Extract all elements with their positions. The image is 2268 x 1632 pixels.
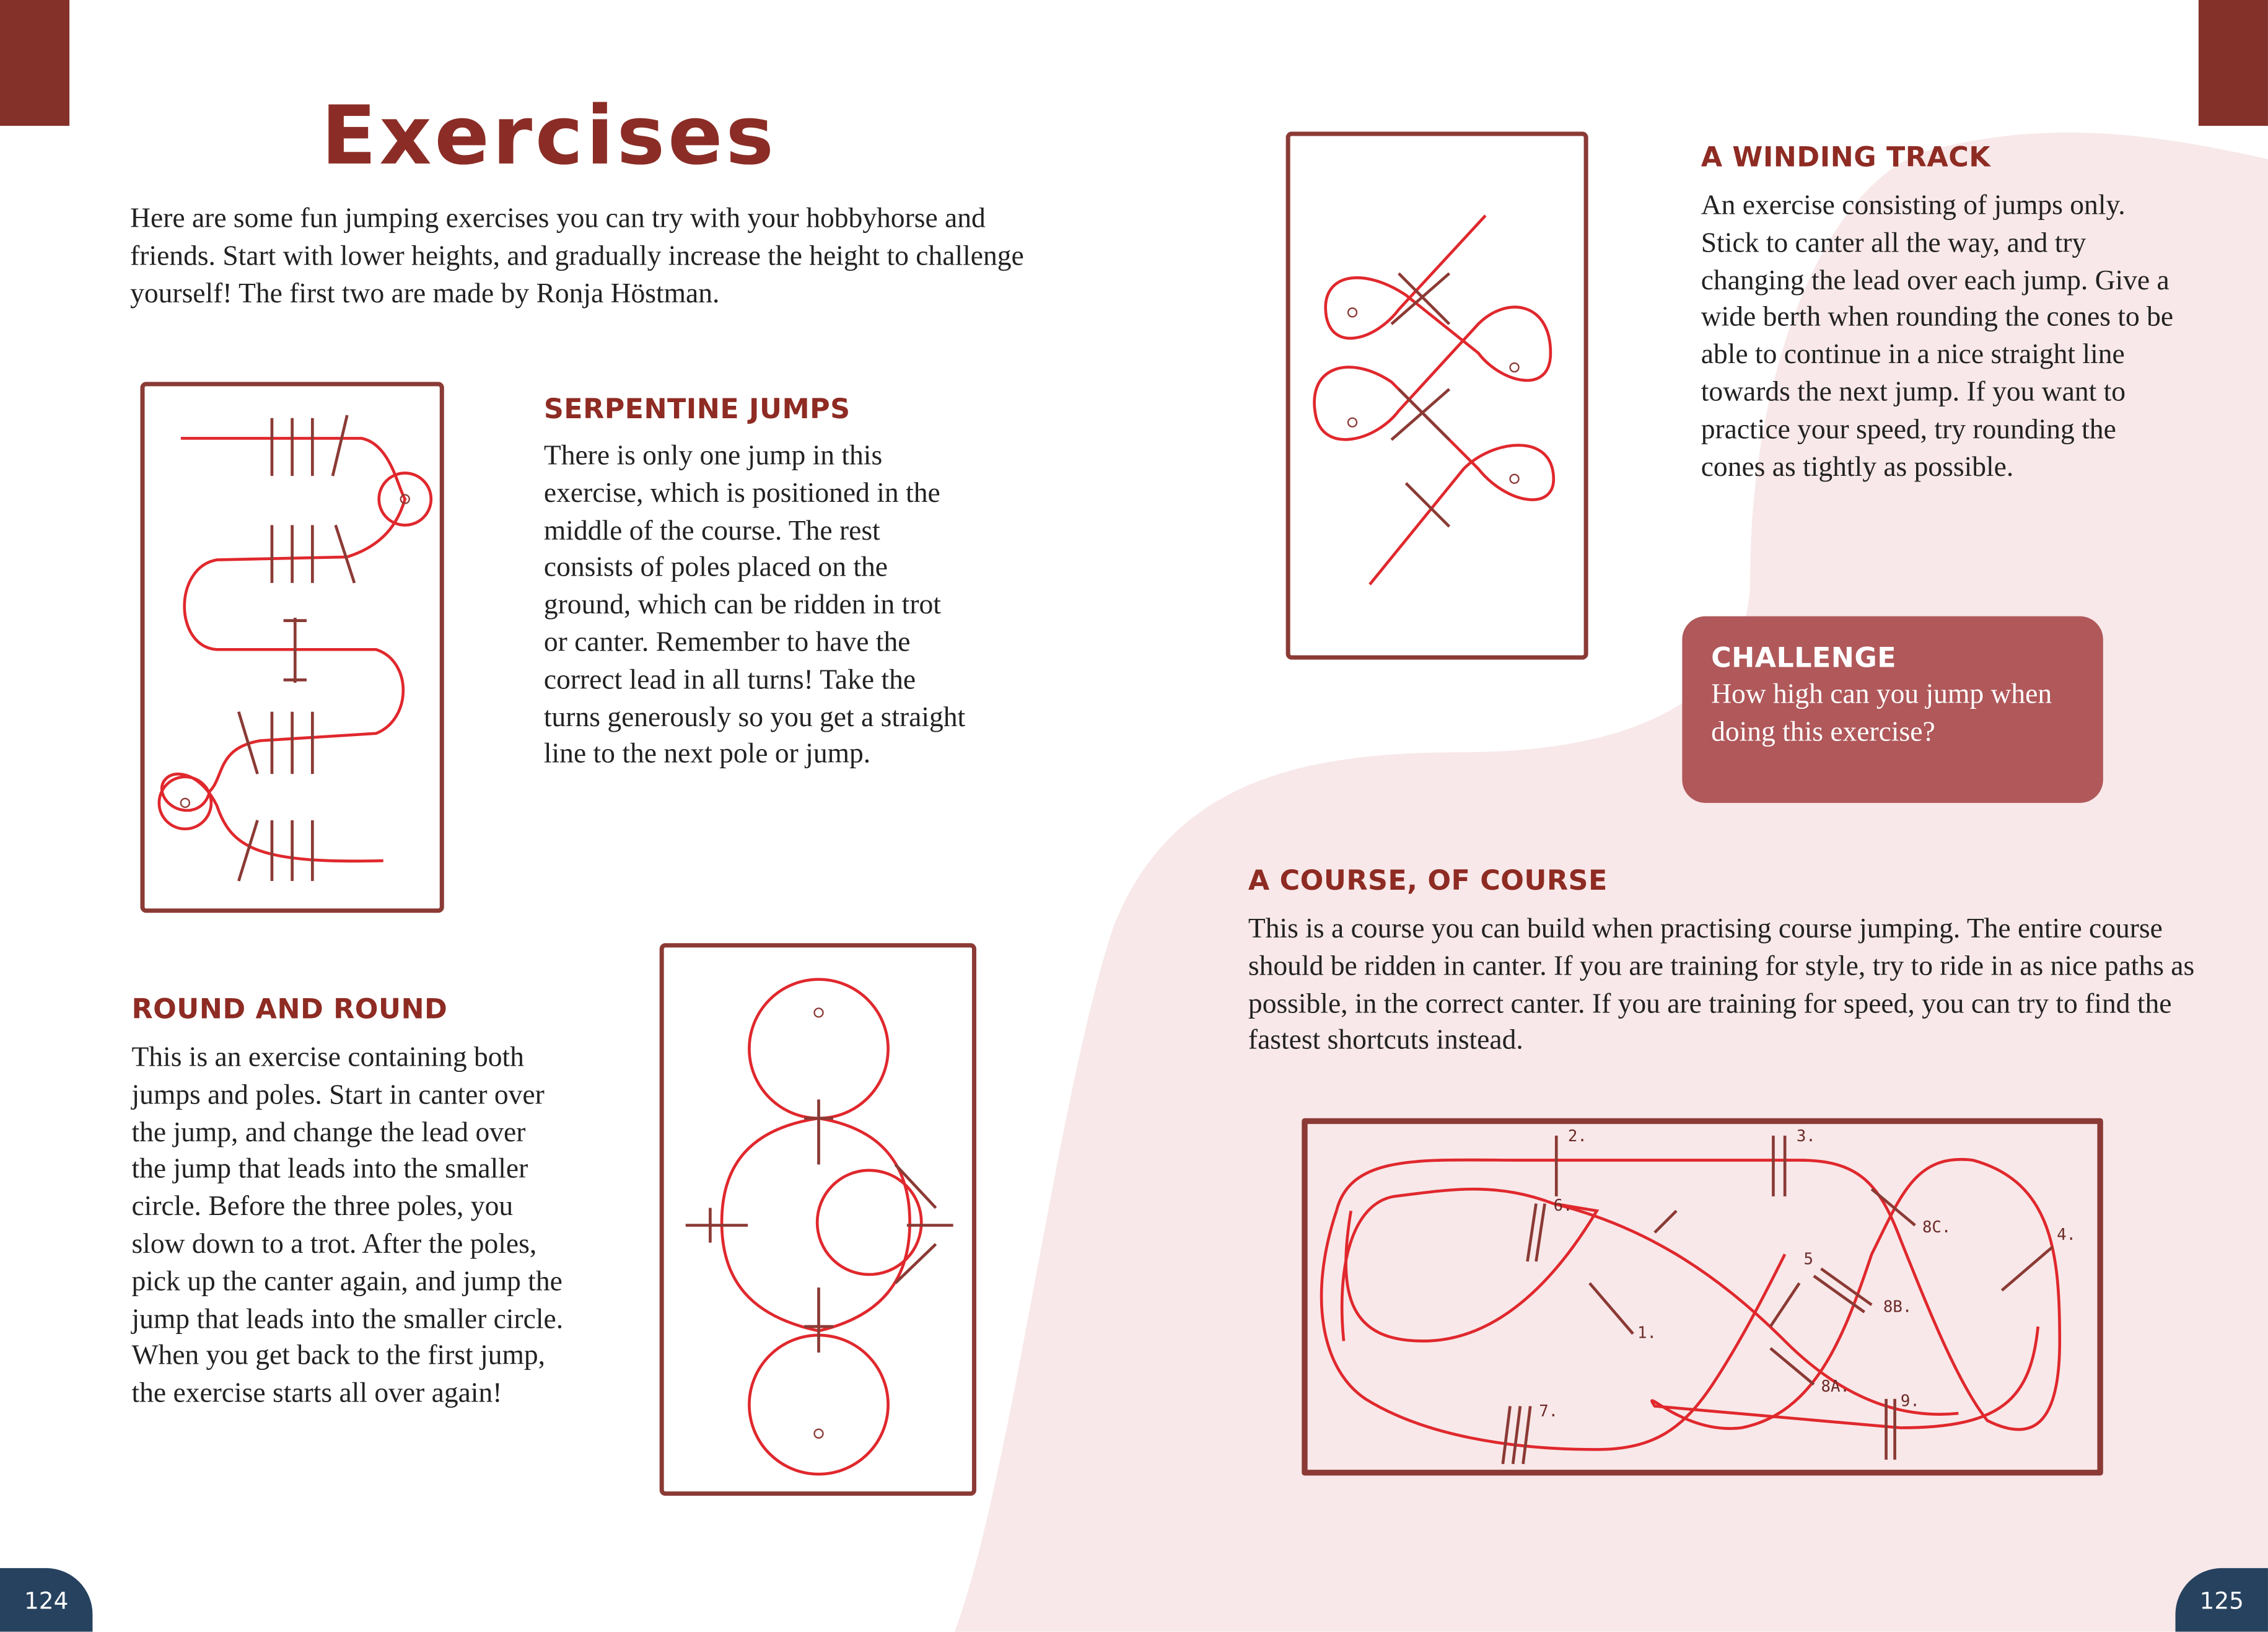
page-number-left: 124 bbox=[0, 1568, 92, 1632]
course-label-7: 7. bbox=[1539, 1402, 1559, 1421]
winding-track bbox=[1290, 136, 1584, 655]
challenge-text: How high can you jump when doing this exercise? bbox=[1711, 680, 2052, 748]
corner-tab-left bbox=[0, 0, 69, 126]
round-track bbox=[664, 947, 972, 1491]
winding-diagram bbox=[1286, 131, 1588, 659]
challenge-box bbox=[1682, 616, 2103, 803]
intro-text: Here are some fun jumping exercises you can try with your hobbyhorse and friends. Start with lower heights, and gradually increase the height to challenge yourself! The first two are made by Ronja Höstman. bbox=[130, 204, 1024, 309]
course-heading: A COURSE, OF COURSE bbox=[1248, 865, 1608, 897]
course-label-4: 4. bbox=[2057, 1225, 2077, 1244]
page-title: Exercises bbox=[321, 89, 777, 184]
course-text: This is a course you can build when practising course jumping. The entire course should be ridden in canter. If you are training for style, try to ride in as nice paths as possible, in the correct canter. If you are training for speed, you can try to find the fastest shortcuts instead. bbox=[1248, 914, 2195, 1057]
round-heading: ROUND AND ROUND bbox=[131, 994, 448, 1026]
challenge-heading: CHALLENGE bbox=[1711, 642, 1896, 675]
page-number-right: 125 bbox=[2176, 1568, 2268, 1632]
course-diagram bbox=[1302, 1118, 2103, 1476]
course-label-8b: 8B. bbox=[1883, 1297, 1912, 1317]
course-label-2: 2. bbox=[1567, 1127, 1587, 1146]
course-label-9: 9. bbox=[1900, 1392, 1920, 1411]
course-label-1: 1. bbox=[1637, 1323, 1657, 1343]
serpentine-heading: SERPENTINE JUMPS bbox=[543, 393, 851, 426]
course-label-6: 6. bbox=[1553, 1196, 1573, 1216]
course-label-5: 5 bbox=[1803, 1250, 1813, 1269]
course-label-8c: 8C. bbox=[1922, 1218, 1951, 1237]
winding-heading: A WINDING TRACK bbox=[1701, 141, 1991, 174]
course-track bbox=[1308, 1124, 2098, 1470]
serpentine-track bbox=[144, 386, 439, 908]
round-text: This is an exercise containing both jumps and poles. Start in canter over the jump, and change the lead over the jump that leads into the smaller circle. Before the three poles, you slow down to a trot. After the poles, pick up the canter again, and jump the jump that leads into the smaller circle. When you get back to the first jump, the exercise starts all over again! bbox=[131, 1043, 564, 1410]
winding-text: An exercise consisting of jumps only. Stick to canter all the way, and try changing the lead over each jump. Give a wide berth when rounding the cones to be able to continue in a nice straight line towards the next jump. If you want to practice your speed, try rounding the cones as tightly as possible. bbox=[1701, 191, 2174, 483]
round-diagram bbox=[660, 943, 976, 1496]
serpentine-text: There is only one jump in this exercise, which is positioned in the middle of the course. The rest consists of poles placed on the ground, which can be ridden in trot or canter. Remember to have the correct lead in all turns! Take the turns generously so you get a straight line to the next pole or jump. bbox=[543, 441, 966, 770]
corner-tab-right bbox=[2199, 0, 2268, 126]
course-label-3: 3. bbox=[1796, 1127, 1816, 1146]
course-label-8a: 8A. bbox=[1821, 1377, 1850, 1397]
serpentine-diagram bbox=[140, 382, 444, 913]
